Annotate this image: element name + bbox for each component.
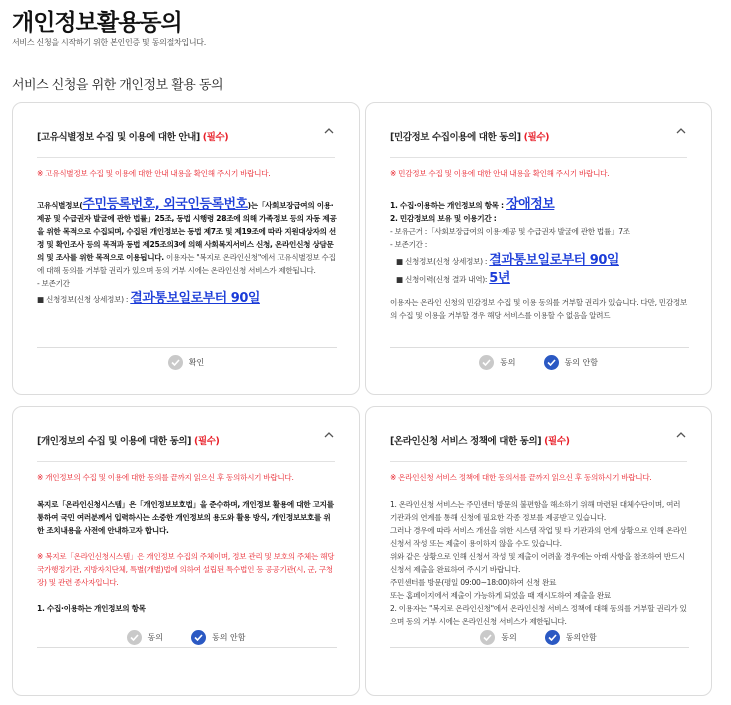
agree-option[interactable] (479, 355, 515, 370)
check-circle-icon (168, 355, 183, 370)
disagree-option[interactable] (544, 355, 598, 370)
check-circle-icon (545, 630, 560, 645)
page-title: 개인정보활용동의 (12, 10, 182, 36)
scroll-divider (390, 347, 689, 348)
card-body (37, 471, 337, 647)
check-circle-icon (544, 355, 559, 370)
policy-paragraph-6: 2. 이용자는 "복지로 온라인신청"에서 온라인신청 서비스 정책에 대해 동의를 거부할 권리가 있으며 동의 거부 시에는 온라인신청 서비스가 제한됩니다. (390, 604, 687, 626)
card-header[interactable] (37, 429, 335, 447)
card-header[interactable] (390, 125, 687, 143)
divider (37, 461, 335, 462)
card-actions (13, 353, 359, 371)
agree-option[interactable] (480, 630, 516, 645)
disagree-label: 동의 안함 (564, 357, 598, 367)
disagree-option[interactable] (545, 630, 597, 645)
confirm-option[interactable] (168, 355, 204, 370)
policy-paragraph-1: 1. 온라인신청 서비스는 주민센터 방문의 불편함을 해소하기 위해 마련된 대체수단이며, 여러 기관과의 연계를 통해 신청에 필요한 각종 정보를 제공받고 있습니다. (390, 500, 681, 522)
page-subtitle: 서비스 신청을 시작하기 위한 본인인증 및 동의절차입니다. (12, 38, 206, 47)
consent-card-unique-id (12, 102, 360, 395)
card-body (390, 167, 689, 347)
chevron-up-icon[interactable] (323, 430, 335, 440)
card-title: [민감정보 수집이용에 대한 동의] (필수) (390, 132, 550, 143)
retention-label: - 보존기간 (37, 279, 70, 288)
check-circle-icon (480, 630, 495, 645)
scroll-divider (390, 647, 689, 648)
notice-text: ※ 민감정보 수집 및 이용에 대한 안내 내용을 확인해 주시기 바랍니다. (390, 169, 610, 178)
card-title: [고유식별정보 수집 및 이용에 대한 안내] (필수) (37, 132, 229, 143)
chevron-up-icon[interactable] (323, 126, 335, 136)
check-circle-icon (479, 355, 494, 370)
card-header[interactable] (390, 429, 687, 447)
bullet-1: ■ 신청정보(신청 상세정보) : 결과통보일로부터 90일 (396, 253, 619, 268)
footer-text: 이용자는 온라인 신청의 민감정보 수집 및 이용 동의를 거부할 권리가 있습니다. 다만, 민감정보의 수집 및 이용을 거부할 경우 해당 서비스를 이용할 수 없음을 알려드 (390, 298, 687, 320)
card-body (37, 167, 337, 347)
card-actions (13, 628, 359, 646)
card-header[interactable] (37, 125, 335, 143)
card-title: [온라인신청 서비스 정책에 대한 동의] (필수) (390, 436, 570, 447)
scroll-divider (37, 347, 337, 348)
notice-text: ※ 온라인신청 서비스 정책에 대한 동의서를 끝까지 읽으신 후 동의하시기 바랍니다. (390, 473, 652, 482)
disagree-label: 동의안함 (565, 632, 597, 642)
disagree-label: 동의 안함 (212, 632, 246, 642)
bullet-2: ■ 신청이력(신청 결과 내역): 5년 (396, 271, 510, 286)
consent-card-personal-info (12, 406, 360, 696)
divider (390, 461, 687, 462)
retention-item: ■ 신청정보(신청 상세정보) : 결과통보일로부터 90일 (37, 291, 260, 306)
consent-card-sensitive-info (365, 102, 712, 395)
agree-label: 동의 (501, 632, 517, 642)
policy-paragraph-2: 그러나 경우에 따라 서비스 개선을 위한 시스템 작업 및 타 기관과의 연계 상황으로 인해 온라인 신청서 작성 또는 제출이 용이하지 않을 수도 있습니다. (390, 526, 687, 548)
agree-option[interactable] (127, 630, 163, 645)
item-2-period: - 보존기간 : (390, 240, 428, 249)
policy-paragraph-4: 주민센터를 방문(평일 09:00~18:00)하여 신청 완료 (390, 578, 557, 587)
agree-label: 동의 (147, 632, 163, 642)
divider (390, 157, 687, 158)
card-title: [개인정보의 수집 및 이용에 대한 동의] (필수) (37, 436, 220, 447)
disagree-option[interactable] (191, 630, 245, 645)
notice-text: ※ 고유식별정보 수집 및 이용에 대한 안내 내용을 확인해 주시기 바랍니다. (37, 169, 271, 178)
item-2: 2. 민감정보의 보유 및 이용기간 : (390, 214, 497, 223)
chevron-up-icon[interactable] (675, 430, 687, 440)
section-heading: 1. 수집·이용하는 개인정보의 항목 (37, 604, 146, 613)
body-paragraph: 고유식별정보(주민등록번호, 외국인등록번호)는「사회보장급여의 이용·제공 및 수급권자 발굴에 관한 법률」25조, 동법 시행령 28조에 의해 가족정보 등의 자동 제공을 위한 목적으로 수집되며, 수집된 개인정보는 동법 제7조 및 제19조에 따라 지원대상자의 선정 및 확인조사 등의 목적과 동법 제25조의3에 의해 사회복지서비스 신청, 온라인신청 상담문의 및 조사를 위한 목적으로 이용됩니다. 이용자는 "복지로 온라인신청"에서 고유식별정보 수집에 대해 동의를 거부할 권리가 있으며 동의 거부 시에는 온라인신청 서비스가 제한됩니다. (37, 197, 337, 275)
scroll-divider (37, 647, 337, 648)
policy-paragraph-5: 또는 홈페이지에서 제출이 가능하게 되었을 때 재시도하여 제출을 완료 (390, 591, 611, 600)
notice-text: ※ 개인정보의 수집 및 이용에 대한 동의를 끝까지 읽으신 후 동의하시기 바랍니다. (37, 473, 294, 482)
card-actions (366, 628, 711, 646)
check-circle-icon (127, 630, 142, 645)
section-title: 서비스 신청을 위한 개인정보 활용 동의 (12, 78, 224, 93)
item-2-basis: - 보유근거 :「사회보장급여의 이용·제공 및 수급권자 발굴에 관한 법률」7조 (390, 227, 630, 236)
item-1: 1. 수집·이용하는 개인정보의 항목 : 장애정보 (390, 197, 555, 212)
chevron-up-icon[interactable] (675, 126, 687, 136)
divider (37, 157, 335, 158)
confirm-label: 확인 (188, 357, 205, 367)
agree-label: 동의 (500, 357, 516, 367)
card-actions (366, 353, 711, 371)
card-body (390, 471, 689, 647)
body-paragraph: 복지로「온라인신청시스템」은「개인정보보호법」을 준수하며, 개인정보 활용에 대한 고지를 통하여 국민 여러분께서 입력하시는 소중한 개인정보의 용도와 활용 방식, 개인정보보호를 위한 조치내용을 사전에 안내하고자 합니다. (37, 500, 334, 535)
policy-paragraph-3: 위와 같은 상황으로 인해 신청서 작성 및 제출이 어려울 경우에는 아래 사항을 참조하여 반드시 신청서 제출을 완료하여 주시기 바랍니다. (390, 552, 685, 574)
consent-card-service-policy (365, 406, 712, 696)
check-circle-icon (191, 630, 206, 645)
warning-paragraph: ※ 복지로「온라인신청시스템」은 개인정보 수집의 주체이며, 정보 관리 및 보호의 주체는 해당 국가행정기관, 지방자치단체, 특별(개별)법에 의하여 설립된 특수법인 등 공공기관(시, 군, 구청장) 및 관련 종사자입니다. (37, 552, 335, 587)
